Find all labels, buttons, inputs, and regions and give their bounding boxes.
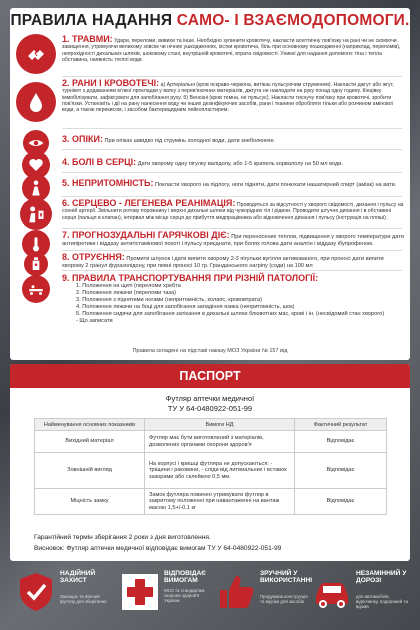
car-icon <box>310 570 354 614</box>
section-heading: 4. БОЛІ В СЕРЦІ: <box>62 157 137 167</box>
passport-table <box>34 418 387 515</box>
column-header: Фактичний результат <box>295 419 387 431</box>
feature-convenient: ЗРУЧНИЙ У ВИКОРИСТАННІ Продумана конструкція та відсіки для засобів <box>214 566 314 624</box>
column-header: Найменування основних показників <box>35 419 145 431</box>
section-text: При переносених теплов, підвищення у хворого температури дати антипіретики і віддазу антигістамінової похоті і пульсу приєднати, при болях голова дати аналгін і віддазу ібупрофеном. <box>62 234 404 247</box>
section-heading: 1. ТРАВМИ: <box>62 34 113 44</box>
footnote: Правила складені на підставі наказу МОЗ України № 157 від <box>132 348 288 354</box>
section-heading: 9. ПРАВИЛА ТРАНСПОРТУВАННЯ ПРИ РІЗНІЙ ПАТОЛОГІЇ: <box>62 273 319 283</box>
section-heading: 2. РАНИ І КРОВОТЕЧІ: <box>62 78 160 88</box>
section-text: При опіках швидко під струмінь холодної води, дати знеболююче. <box>104 138 276 144</box>
section-text: Удари, переломи, вивихи та інше. Необхідно зупинити кровотечу, накласти асептичну пов'язку на рані чи не скоюючи завищення, утримуючи великому зовсім чи нічних ушкодженнях, кістки кровотеча, біль при основному пошкодженні (наприклад, переломів), непрохідності дихальних шляхів, шоковому стані, внутрішній кровотечі, втрата свідомості. Уникні для надання допомоги: тіна і тепла обставина, наявність тяглої води. <box>62 38 401 63</box>
feature-protection: НАДІЙНИЙ ЗАХИСТ Захищає та якісний футляр для зберігання <box>14 566 114 624</box>
passport-card <box>10 364 410 561</box>
section-heading: 6. СЕРЦЕВО - ЛЕГЕНЕВА РЕАНІМАЦІЯ: <box>62 198 236 208</box>
section-heading: 8. ОТРУЄННЯ: <box>62 252 125 262</box>
section-text: Проводиться за відсутності у хворого свідомості, дихання і пульсу на сонній артерії. Звільнити ротову порожнину і верхні дихальні шляхи від чужорідних тіл і рідини. Проводити штучне дихання і в обставині серця (пальця в клапан), інтервал між місце серця до прибуття медпрацівника або відновлення дихання і пульсу (інструкція на пляші). <box>62 202 404 221</box>
section-text: Покласти хворого на підлогу, ноги підняти, дати понюхати нашатирний спирт (аміак) на вати. <box>155 182 397 188</box>
list-item: 4. Положення лежачи на боці для запобігання западіння язика (непритомність, шок) <box>76 303 295 310</box>
list-item: 2. Положення лежачи (переломи таза) <box>76 289 176 296</box>
passport-subtitle: Футляр аптечки медичної <box>165 394 255 403</box>
section-heading: 7. ПРОГНОЗУДАЛЬНІ ГАРЯЧКОВІ ДІЄ: <box>62 230 230 240</box>
feature-standards: ВІДПОВІДАЄ ВИМОГАМ МОЗ та стандартам охорони здоров'я України <box>118 566 218 624</box>
list-item: 3. Положення з піднятими ногами (непритомність, колапс, крововтрата) <box>76 296 262 303</box>
passport-spec: ТУ У 64-0480922-051-99 <box>167 404 253 413</box>
list-item: - Що записати <box>76 317 113 324</box>
section-text: а) Артеріальні (кров яскраво-червона, витікає пульсуючим струменем). Накласти джгут або жгут, турнікет з додаванням м'якої прокладки у ватку з перев'язочних матеріалів, джгута не накладати на руку понад одну годину. Кінцівку іммобілізувати, зафіксувати для запобігання руху. б) Венозні (кров темна, не пульсує). Накласти тиснучу пов'язку при кровотечі, зробити пов'язки. Установіть і дії на рану нанесення воду чи інших дезінфікуючих засобів, рани і тканини обробляти тільки або розчином амінової води, а також перекисом, і засобом бактерицидним лейкопластирем. <box>62 82 394 114</box>
section-heading: 5. НЕПРИТОМНІСТЬ: <box>62 178 154 188</box>
passport-title: ПАСПОРТ <box>10 364 410 388</box>
thumbs-up-icon <box>214 570 258 614</box>
table-row: Вихідний матеріал Футляр має бути виготовлений з матеріалів, дозволених органами охорони здоров'я Відповідає <box>35 431 387 453</box>
list-item: 5. Положення сидячи для запобігання затікання в дихальні шляхи блювотних мас, крові і ін. (несвідомий стан хворого) <box>76 310 385 317</box>
section-text: Дати хворому одну пігулку валідолу, або 1-5 крапель корвалолу на 50 мл води. <box>137 161 343 167</box>
table-row: Зовнішній вигляд На корпусі і кришці футляра не допускаються: - тріщини і раковини, - сліди від литвиальних і вставок зазорами або склейкою 0,5 мм. Відповідає <box>35 453 387 489</box>
conclusion-text: Висновок: Футляр аптечки медичної відповідає вимогам ТУ У 64-0480922-051-99 <box>34 545 282 552</box>
column-header: Вимоги НД <box>145 419 295 431</box>
medical-cross-icon <box>118 570 162 614</box>
section-text: Промити шлунок і дати випити хворому 2-3 пігульки вугілля активованого, при проносі дати випити хворому 2 гранул фуразолідону, при певні проносі 10 гр. Гранданського нагріпу (соди) на 100 мл <box>62 256 384 269</box>
section-heading: 3. ОПІКИ: <box>62 134 103 144</box>
table-row: Міцність замку Замок футляра повинен утримувати футляр в закритому положенні при навантаженні на вантаж масою 1,5+/-0,1 кг Відповідає <box>35 489 387 515</box>
shield-check-icon <box>14 570 58 614</box>
page-title: ПРАВИЛА НАДАННЯ САМО- І ВЗАЄМОДОПОМОГИ. <box>10 12 410 29</box>
warranty-text: Гарантійний термін зберігання 2 роки з дня виготовлення. <box>34 534 211 541</box>
list-item: 1. Положення на щиті (переломи хребта <box>76 283 181 289</box>
feature-travel: НЕЗАМІННИЙ У ДОРОЗІ для автомобілів, відпочинку, подорожей та вдома <box>310 566 410 624</box>
